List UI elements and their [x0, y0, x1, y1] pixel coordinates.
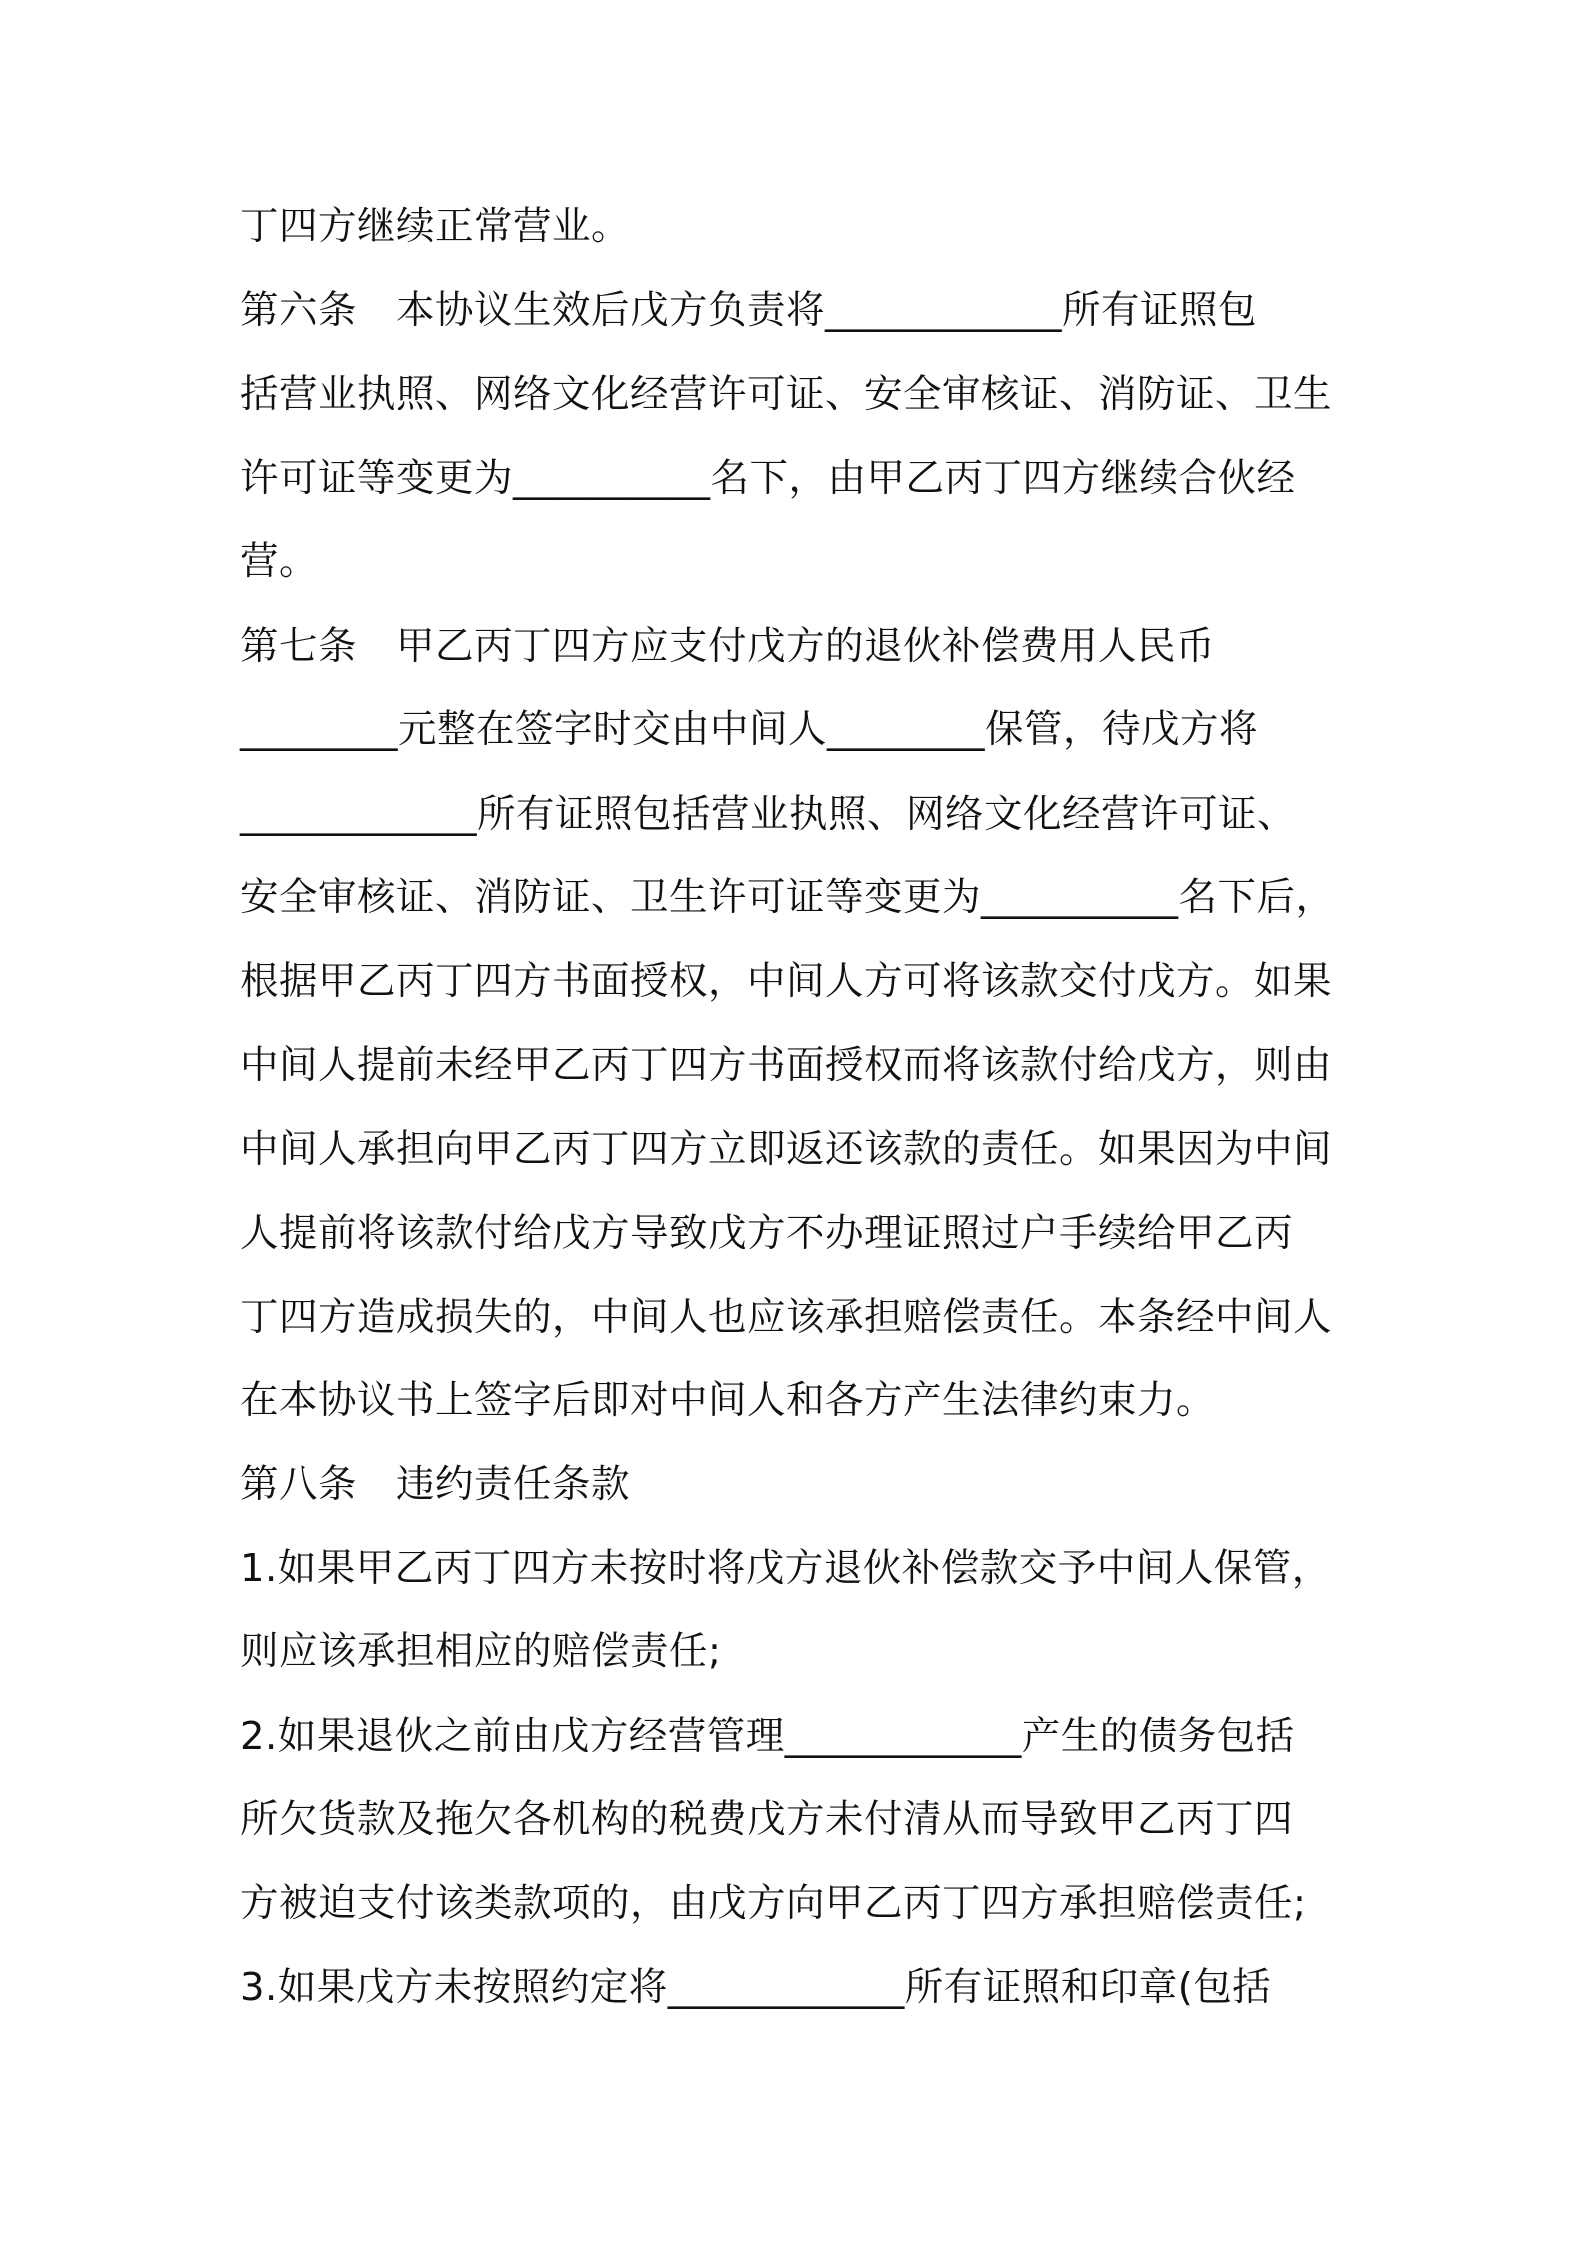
- text-line: ____________所有证照包括营业执照、网络文化经营许可证、: [240, 792, 1297, 837]
- text-line: 丁四方造成损失的，中间人也应该承担赔偿责任。本条经中间人: [240, 1295, 1333, 1340]
- text-line: 方被迫支付该类款项的，由戊方向甲乙丙丁四方承担赔偿责任;: [240, 1881, 1307, 1926]
- text-line: 3.如果戊方未按照约定将____________所有证照和印章(包括: [240, 1965, 1272, 2010]
- text-line: 根据甲乙丙丁四方书面授权，中间人方可将该款交付戊方。如果: [240, 959, 1333, 1004]
- text-line: 2.如果退伙之前由戊方经营管理____________产生的债务包括: [240, 1714, 1295, 1759]
- text-line: 第七条 甲乙丙丁四方应支付戊方的退伙补偿费用人民币: [240, 624, 1216, 669]
- text-line: ________元整在签字时交由中间人________保管，待戊方将: [240, 707, 1259, 752]
- text-line: 第八条 违约责任条款: [240, 1462, 631, 1507]
- text-line: 所欠货款及拖欠各机构的税费戊方未付清从而导致甲乙丙丁四: [240, 1797, 1294, 1842]
- text-line: 第六条 本协议生效后戊方负责将____________所有证照包: [240, 288, 1258, 333]
- text-line: 安全审核证、消防证、卫生许可证等变更为__________名下后，: [240, 875, 1335, 920]
- text-line: 许可证等变更为__________名下，由甲乙丙丁四方继续合伙经: [240, 456, 1296, 501]
- text-line: 中间人提前未经甲乙丙丁四方书面授权而将该款付给戊方，则由: [240, 1043, 1333, 1088]
- text-line: 1.如果甲乙丙丁四方未按时将戊方退伙补偿款交予中间人保管，: [240, 1546, 1331, 1591]
- text-line: 在本协议书上签字后即对中间人和各方产生法律约束力。: [240, 1378, 1216, 1423]
- text-line: 则应该承担相应的赔偿责任;: [240, 1629, 722, 1674]
- text-line: 人提前将该款付给戊方导致戊方不办理证照过户手续给甲乙丙: [240, 1211, 1294, 1256]
- text-line: 营。: [240, 539, 319, 584]
- text-line: 丁四方继续正常营业。: [240, 204, 631, 249]
- text-line: 中间人承担向甲乙丙丁四方立即返还该款的责任。如果因为中间: [240, 1127, 1333, 1172]
- text-line: 括营业执照、网络文化经营许可证、安全审核证、消防证、卫生: [240, 372, 1333, 417]
